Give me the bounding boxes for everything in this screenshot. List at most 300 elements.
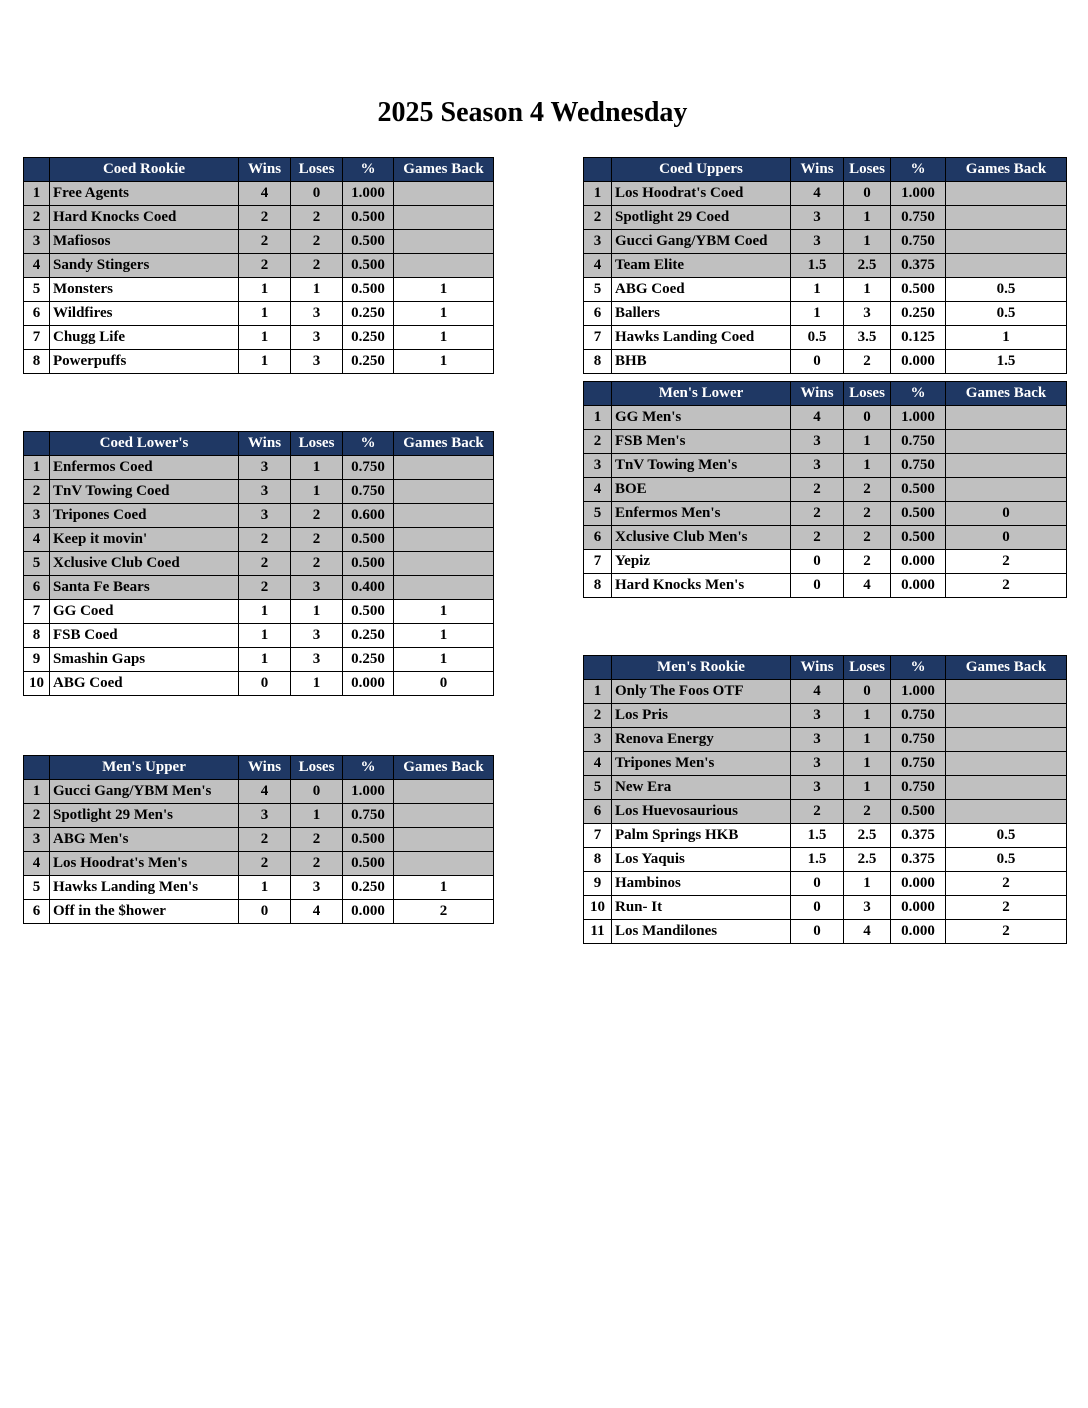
team-name-cell: Sandy Stingers xyxy=(50,254,239,278)
games-back-cell xyxy=(946,254,1067,278)
pct-column-header: % xyxy=(343,158,394,182)
rank-column-header xyxy=(584,656,612,680)
team-row xyxy=(584,406,1067,430)
team-name-cell: Renova Energy xyxy=(612,728,791,752)
wins-cell: 3 xyxy=(791,430,844,454)
rank-cell: 6 xyxy=(584,526,612,550)
rank-cell: 8 xyxy=(584,350,612,374)
team-name-cell: Los Hoodrat's Coed xyxy=(612,182,791,206)
team-name-cell: Run- It xyxy=(612,896,791,920)
team-name-cell: Gucci Gang/YBM Men's xyxy=(50,780,239,804)
team-row xyxy=(584,896,1067,920)
pct-cell: 1.000 xyxy=(891,406,946,430)
wins-column-header: Wins xyxy=(239,432,291,456)
team-name-cell: New Era xyxy=(612,776,791,800)
team-row xyxy=(584,478,1067,502)
pct-cell: 0.750 xyxy=(891,430,946,454)
rank-column-header xyxy=(24,158,50,182)
pct-cell: 1.000 xyxy=(891,182,946,206)
rank-cell: 7 xyxy=(24,600,50,624)
games-back-cell: 1 xyxy=(394,326,494,350)
loses-cell: 1 xyxy=(844,430,891,454)
wins-cell: 3 xyxy=(791,704,844,728)
team-name-cell: Hard Knocks Coed xyxy=(50,206,239,230)
games-back-cell xyxy=(394,780,494,804)
wins-cell: 3 xyxy=(791,728,844,752)
wins-cell: 1 xyxy=(239,350,291,374)
team-row xyxy=(584,254,1067,278)
standings-table-coed-uppers xyxy=(583,157,1067,374)
team-row xyxy=(24,672,494,696)
loses-cell: 3 xyxy=(291,302,343,326)
games-back-cell xyxy=(394,552,494,576)
rank-cell: 10 xyxy=(584,896,612,920)
games-back-cell: 2 xyxy=(946,872,1067,896)
wins-cell: 1 xyxy=(239,876,291,900)
standings-table-coed-lowers xyxy=(23,431,494,696)
pct-cell: 0.500 xyxy=(891,800,946,824)
loses-cell: 0 xyxy=(291,182,343,206)
loses-cell: 4 xyxy=(844,920,891,944)
wins-cell: 1 xyxy=(791,278,844,302)
pct-cell: 0.750 xyxy=(891,728,946,752)
loses-cell: 2 xyxy=(291,528,343,552)
team-name-cell: Gucci Gang/YBM Coed xyxy=(612,230,791,254)
team-row xyxy=(584,550,1067,574)
pct-cell: 0.600 xyxy=(343,504,394,528)
wins-cell: 3 xyxy=(239,456,291,480)
pct-cell: 0.500 xyxy=(343,206,394,230)
wins-cell: 1.5 xyxy=(791,848,844,872)
wins-cell: 1 xyxy=(239,278,291,302)
rank-cell: 1 xyxy=(584,406,612,430)
team-row xyxy=(584,454,1067,478)
pct-cell: 0.500 xyxy=(891,502,946,526)
wins-cell: 3 xyxy=(239,504,291,528)
loses-cell: 1 xyxy=(844,776,891,800)
games-back-cell xyxy=(394,828,494,852)
games-back-cell: 0.5 xyxy=(946,848,1067,872)
team-row xyxy=(24,278,494,302)
team-row xyxy=(584,920,1067,944)
pct-cell: 0.500 xyxy=(891,278,946,302)
loses-cell: 1 xyxy=(844,704,891,728)
pct-cell: 0.250 xyxy=(343,876,394,900)
pct-cell: 0.000 xyxy=(891,574,946,598)
rank-cell: 3 xyxy=(24,230,50,254)
standings-table-mens-upper xyxy=(23,755,494,924)
team-name-cell: FSB Coed xyxy=(50,624,239,648)
games-back-cell xyxy=(946,704,1067,728)
rank-cell: 3 xyxy=(24,828,50,852)
loses-cell: 3.5 xyxy=(844,326,891,350)
pct-cell: 0.375 xyxy=(891,254,946,278)
wins-cell: 1.5 xyxy=(791,254,844,278)
games-back-cell xyxy=(394,182,494,206)
pct-cell: 0.750 xyxy=(891,776,946,800)
wins-column-header: Wins xyxy=(239,158,291,182)
rank-cell: 5 xyxy=(24,876,50,900)
team-name-cell: Spotlight 29 Coed xyxy=(612,206,791,230)
wins-column-header: Wins xyxy=(791,382,844,406)
page-title: 2025 Season 4 Wednesday xyxy=(377,97,688,128)
pct-cell: 0.500 xyxy=(343,278,394,302)
team-row xyxy=(24,350,494,374)
loses-cell: 2 xyxy=(844,550,891,574)
wins-cell: 0 xyxy=(791,350,844,374)
rank-cell: 10 xyxy=(24,672,50,696)
games-back-column-header: Games Back xyxy=(394,756,494,780)
pct-cell: 0.250 xyxy=(343,648,394,672)
games-back-cell xyxy=(946,478,1067,502)
games-back-cell: 2 xyxy=(946,920,1067,944)
rank-cell: 7 xyxy=(584,326,612,350)
games-back-cell: 2 xyxy=(946,550,1067,574)
pct-cell: 0.500 xyxy=(891,526,946,550)
team-row xyxy=(24,326,494,350)
wins-cell: 2 xyxy=(239,230,291,254)
wins-cell: 1 xyxy=(239,600,291,624)
team-name-cell: Los Pris xyxy=(612,704,791,728)
rank-cell: 5 xyxy=(584,776,612,800)
wins-cell: 0 xyxy=(791,574,844,598)
wins-cell: 1.5 xyxy=(791,824,844,848)
pct-cell: 0.750 xyxy=(343,804,394,828)
team-row xyxy=(24,576,494,600)
team-row xyxy=(584,704,1067,728)
games-back-cell: 1 xyxy=(946,326,1067,350)
wins-cell: 3 xyxy=(791,230,844,254)
team-name-cell: FSB Men's xyxy=(612,430,791,454)
games-back-cell: 0.5 xyxy=(946,278,1067,302)
rank-cell: 1 xyxy=(24,780,50,804)
games-back-cell: 2 xyxy=(946,896,1067,920)
loses-cell: 0 xyxy=(844,680,891,704)
pct-cell: 0.500 xyxy=(343,828,394,852)
team-name-cell: Off in the $hower xyxy=(50,900,239,924)
team-row xyxy=(24,852,494,876)
games-back-cell: 1 xyxy=(394,600,494,624)
team-name-cell: Powerpuffs xyxy=(50,350,239,374)
team-row xyxy=(584,182,1067,206)
loses-cell: 3 xyxy=(291,576,343,600)
pct-cell: 0.250 xyxy=(343,350,394,374)
rank-cell: 7 xyxy=(584,550,612,574)
team-row xyxy=(24,480,494,504)
loses-cell: 3 xyxy=(844,302,891,326)
rank-cell: 4 xyxy=(584,254,612,278)
loses-column-header: Loses xyxy=(844,656,891,680)
wins-cell: 0 xyxy=(791,920,844,944)
pct-cell: 0.750 xyxy=(891,704,946,728)
wins-cell: 2 xyxy=(239,552,291,576)
team-name-cell: Enfermos Men's xyxy=(612,502,791,526)
table-header-row xyxy=(584,382,1067,406)
team-name-cell: Keep it movin' xyxy=(50,528,239,552)
team-name-cell: Xclusive Club Men's xyxy=(612,526,791,550)
wins-column-header: Wins xyxy=(239,756,291,780)
wins-cell: 3 xyxy=(791,454,844,478)
team-row xyxy=(584,848,1067,872)
loses-cell: 2 xyxy=(291,230,343,254)
rank-cell: 5 xyxy=(584,278,612,302)
wins-cell: 4 xyxy=(791,680,844,704)
wins-cell: 4 xyxy=(239,780,291,804)
loses-cell: 1 xyxy=(291,480,343,504)
rank-column-header xyxy=(24,432,50,456)
games-back-column-header: Games Back xyxy=(946,158,1067,182)
team-name-cell: BHB xyxy=(612,350,791,374)
wins-cell: 1 xyxy=(239,302,291,326)
wins-cell: 3 xyxy=(239,804,291,828)
team-row xyxy=(24,182,494,206)
loses-cell: 4 xyxy=(844,574,891,598)
pct-column-header: % xyxy=(343,432,394,456)
pct-cell: 0.500 xyxy=(343,254,394,278)
division-title: Coed Lower's xyxy=(50,432,239,456)
wins-cell: 1 xyxy=(239,648,291,672)
loses-cell: 1 xyxy=(291,456,343,480)
pct-cell: 0.250 xyxy=(343,302,394,326)
pct-cell: 0.000 xyxy=(891,896,946,920)
team-row xyxy=(24,552,494,576)
loses-cell: 2 xyxy=(844,526,891,550)
games-back-cell xyxy=(394,576,494,600)
rank-cell: 6 xyxy=(584,800,612,824)
loses-column-header: Loses xyxy=(291,158,343,182)
team-name-cell: Hambinos xyxy=(612,872,791,896)
pct-cell: 0.125 xyxy=(891,326,946,350)
team-name-cell: TnV Towing Coed xyxy=(50,480,239,504)
pct-cell: 0.000 xyxy=(343,900,394,924)
wins-cell: 2 xyxy=(239,254,291,278)
games-back-column-header: Games Back xyxy=(394,432,494,456)
pct-cell: 0.500 xyxy=(891,478,946,502)
rank-cell: 1 xyxy=(24,182,50,206)
rank-cell: 6 xyxy=(24,900,50,924)
games-back-cell xyxy=(394,852,494,876)
loses-cell: 0 xyxy=(844,406,891,430)
loses-cell: 2 xyxy=(291,828,343,852)
wins-cell: 0 xyxy=(239,672,291,696)
games-back-column-header: Games Back xyxy=(394,158,494,182)
pct-cell: 0.500 xyxy=(343,230,394,254)
wins-cell: 2 xyxy=(239,828,291,852)
team-name-cell: Hawks Landing Men's xyxy=(50,876,239,900)
rank-cell: 1 xyxy=(584,182,612,206)
team-row xyxy=(24,624,494,648)
team-name-cell: Los Huevosaurious xyxy=(612,800,791,824)
team-row xyxy=(584,350,1067,374)
rank-cell: 6 xyxy=(24,576,50,600)
rank-cell: 9 xyxy=(24,648,50,672)
pct-cell: 0.500 xyxy=(343,528,394,552)
pct-cell: 0.750 xyxy=(343,480,394,504)
team-row xyxy=(24,504,494,528)
rank-cell: 2 xyxy=(584,704,612,728)
loses-column-header: Loses xyxy=(291,756,343,780)
team-row xyxy=(584,502,1067,526)
pct-cell: 0.000 xyxy=(891,920,946,944)
games-back-cell: 0 xyxy=(394,672,494,696)
team-row xyxy=(584,206,1067,230)
wins-cell: 4 xyxy=(239,182,291,206)
loses-cell: 2 xyxy=(291,852,343,876)
rank-cell: 3 xyxy=(584,728,612,752)
team-row xyxy=(24,254,494,278)
team-name-cell: GG Coed xyxy=(50,600,239,624)
games-back-cell: 1 xyxy=(394,624,494,648)
games-back-column-header: Games Back xyxy=(946,656,1067,680)
loses-cell: 2 xyxy=(844,350,891,374)
rank-cell: 6 xyxy=(24,302,50,326)
rank-cell: 2 xyxy=(584,430,612,454)
pct-cell: 0.000 xyxy=(891,550,946,574)
pct-cell: 0.500 xyxy=(343,600,394,624)
team-name-cell: Tripones Men's xyxy=(612,752,791,776)
games-back-cell xyxy=(394,528,494,552)
games-back-cell: 2 xyxy=(394,900,494,924)
loses-cell: 2.5 xyxy=(844,848,891,872)
loses-column-header: Loses xyxy=(844,382,891,406)
loses-cell: 1 xyxy=(844,728,891,752)
games-back-cell xyxy=(946,728,1067,752)
team-name-cell: Only The Foos OTF xyxy=(612,680,791,704)
rank-cell: 3 xyxy=(24,504,50,528)
team-row xyxy=(24,528,494,552)
team-row xyxy=(584,776,1067,800)
games-back-cell xyxy=(946,680,1067,704)
wins-cell: 3 xyxy=(791,776,844,800)
team-name-cell: Palm Springs HKB xyxy=(612,824,791,848)
loses-cell: 1 xyxy=(844,206,891,230)
table-header-row xyxy=(24,432,494,456)
loses-cell: 0 xyxy=(844,182,891,206)
rank-cell: 7 xyxy=(24,326,50,350)
team-row xyxy=(24,780,494,804)
loses-cell: 3 xyxy=(291,624,343,648)
loses-cell: 2 xyxy=(291,552,343,576)
team-name-cell: GG Men's xyxy=(612,406,791,430)
team-name-cell: Ballers xyxy=(612,302,791,326)
rank-cell: 2 xyxy=(24,480,50,504)
division-title: Men's Upper xyxy=(50,756,239,780)
rank-cell: 2 xyxy=(24,206,50,230)
pct-cell: 0.400 xyxy=(343,576,394,600)
wins-cell: 2 xyxy=(239,528,291,552)
team-row xyxy=(584,278,1067,302)
loses-cell: 1 xyxy=(291,600,343,624)
wins-cell: 0 xyxy=(791,896,844,920)
loses-cell: 1 xyxy=(291,804,343,828)
wins-column-header: Wins xyxy=(791,656,844,680)
wins-cell: 0 xyxy=(239,900,291,924)
loses-cell: 1 xyxy=(844,752,891,776)
wins-cell: 0 xyxy=(791,550,844,574)
rank-column-header xyxy=(584,382,612,406)
standings-table-mens-rookie xyxy=(583,655,1067,944)
pct-cell: 0.000 xyxy=(891,872,946,896)
pct-column-header: % xyxy=(891,382,946,406)
games-back-cell: 1 xyxy=(394,876,494,900)
wins-cell: 2 xyxy=(791,526,844,550)
games-back-cell xyxy=(946,800,1067,824)
wins-cell: 1 xyxy=(791,302,844,326)
loses-cell: 1 xyxy=(291,672,343,696)
loses-cell: 2 xyxy=(844,800,891,824)
pct-cell: 0.375 xyxy=(891,824,946,848)
rank-cell: 7 xyxy=(584,824,612,848)
team-name-cell: Smashin Gaps xyxy=(50,648,239,672)
team-row xyxy=(24,828,494,852)
pct-cell: 0.500 xyxy=(343,852,394,876)
rank-cell: 8 xyxy=(24,350,50,374)
games-back-cell: 1 xyxy=(394,278,494,302)
rank-cell: 2 xyxy=(24,804,50,828)
loses-cell: 2 xyxy=(844,502,891,526)
rank-cell: 5 xyxy=(584,502,612,526)
rank-cell: 4 xyxy=(24,528,50,552)
rank-cell: 2 xyxy=(584,206,612,230)
games-back-cell xyxy=(946,752,1067,776)
team-name-cell: ABG Men's xyxy=(50,828,239,852)
pct-column-header: % xyxy=(891,656,946,680)
games-back-cell xyxy=(946,206,1067,230)
team-name-cell: Team Elite xyxy=(612,254,791,278)
loses-cell: 2 xyxy=(291,254,343,278)
games-back-cell: 1.5 xyxy=(946,350,1067,374)
rank-cell: 4 xyxy=(24,852,50,876)
team-name-cell: Chugg Life xyxy=(50,326,239,350)
rank-cell: 1 xyxy=(584,680,612,704)
team-name-cell: Los Mandilones xyxy=(612,920,791,944)
loses-cell: 3 xyxy=(844,896,891,920)
team-row xyxy=(584,230,1067,254)
pct-cell: 0.750 xyxy=(343,456,394,480)
wins-cell: 0.5 xyxy=(791,326,844,350)
pct-cell: 0.000 xyxy=(343,672,394,696)
rank-cell: 8 xyxy=(24,624,50,648)
standings-table-coed-rookie xyxy=(23,157,494,374)
pct-cell: 1.000 xyxy=(891,680,946,704)
team-row xyxy=(24,648,494,672)
wins-cell: 2 xyxy=(791,800,844,824)
games-back-cell xyxy=(394,804,494,828)
team-name-cell: Hard Knocks Men's xyxy=(612,574,791,598)
games-back-cell xyxy=(946,430,1067,454)
rank-cell: 3 xyxy=(584,230,612,254)
wins-cell: 1 xyxy=(239,326,291,350)
loses-cell: 1 xyxy=(844,278,891,302)
rank-cell: 1 xyxy=(24,456,50,480)
games-back-cell xyxy=(394,504,494,528)
team-row xyxy=(584,800,1067,824)
loses-cell: 2 xyxy=(844,478,891,502)
loses-cell: 1 xyxy=(844,230,891,254)
wins-cell: 3 xyxy=(791,752,844,776)
standings-table-mens-lower xyxy=(583,381,1067,598)
games-back-cell: 1 xyxy=(394,648,494,672)
team-row xyxy=(584,872,1067,896)
games-back-cell: 0.5 xyxy=(946,302,1067,326)
team-row xyxy=(584,752,1067,776)
team-row xyxy=(584,302,1067,326)
pct-cell: 0.250 xyxy=(891,302,946,326)
wins-cell: 3 xyxy=(791,206,844,230)
table-header-row xyxy=(584,656,1067,680)
team-name-cell: TnV Towing Men's xyxy=(612,454,791,478)
pct-column-header: % xyxy=(343,756,394,780)
